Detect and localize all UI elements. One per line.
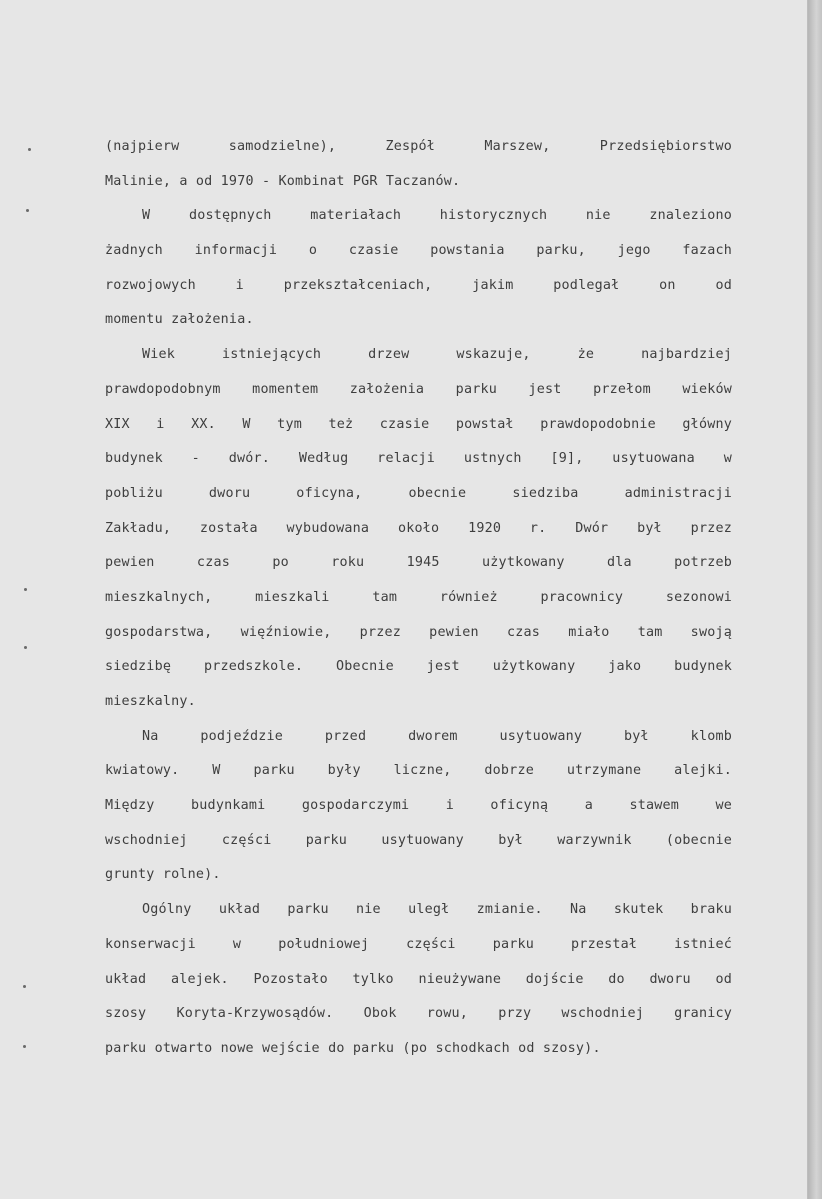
- margin-punch-mark: [26, 209, 29, 212]
- text-line: rozwojowych i przekształceniach, jakim podlegał on od: [105, 277, 732, 293]
- text-line: mieszkalnych, mieszkali tam również pracownicy sezonowi: [105, 589, 732, 605]
- text-line: szosy Koryta-Krzywosądów. Obok rowu, przy wschodniej granicy: [105, 1006, 732, 1022]
- text-line: konserwacji w południowej części parku przestał istnieć: [105, 936, 732, 952]
- margin-punch-mark: [28, 148, 31, 151]
- text-line: wschodniej części parku usytuowany był warzywnik (obecnie: [105, 832, 732, 848]
- text-line: Między budynkami gospodarczymi i oficyną a stawem we: [105, 798, 732, 814]
- text-line: kwiatowy. W parku były liczne, dobrze utrzymane alejki.: [105, 763, 732, 779]
- margin-punch-mark: [23, 1045, 26, 1048]
- text-line: żadnych informacji o czasie powstania parku, jego fazach: [105, 243, 732, 259]
- margin-punch-mark: [23, 985, 26, 988]
- text-line: pobliżu dworu oficyna, obecnie siedziba administracji: [105, 485, 732, 501]
- text-line: grunty rolne).: [105, 867, 221, 883]
- text-line: Ogólny układ parku nie uległ zmianie. Na skutek braku: [142, 902, 732, 918]
- text-line: gospodarstwa, więźniowie, przez pewien czas miało tam swoją: [105, 624, 732, 640]
- text-line: Zakładu, została wybudowana około 1920 r. Dwór był przez: [105, 520, 732, 536]
- text-line: Na podjeździe przed dworem usytuowany był klomb: [142, 728, 732, 744]
- text-line: mieszkalny.: [105, 694, 196, 709]
- text-line: parku otwarto nowe wejście do parku (po schodkach od szosy).: [105, 1040, 601, 1056]
- margin-punch-mark: [24, 646, 27, 649]
- text-line: Wiek istniejących drzew wskazuje, że najbardziej: [142, 347, 732, 363]
- body-text: [105, 130, 732, 1067]
- text-line: siedzibę przedszkole. Obecnie jest użytkowany jako budynek: [105, 659, 732, 675]
- text-line: pewien czas po roku 1945 użytkowany dla potrzeb: [105, 555, 732, 571]
- text-line: Malinie, a od 1970 - Kombinat PGR Taczanów.: [105, 173, 461, 189]
- text-line: momentu założenia.: [105, 312, 254, 328]
- text-line: budynek - dwór. Według relacji ustnych [9], usytuowana w: [105, 451, 732, 467]
- text-line: W dostępnych materiałach historycznych nie znaleziono: [142, 208, 732, 224]
- page-edge: [808, 0, 822, 1199]
- text-line: XIX i XX. W tym też czasie powstał prawdopodobnie główny: [105, 416, 732, 432]
- margin-punch-mark: [24, 588, 27, 591]
- text-line: układ alejek. Pozostało tylko nieużywane dojście do dworu od: [105, 971, 732, 987]
- text-line: prawdopodobnym momentem założenia parku jest przełom wieków: [105, 381, 732, 397]
- text-line: (najpierw samodzielne), Zespół Marszew, Przedsiębiorstwo: [105, 139, 732, 154]
